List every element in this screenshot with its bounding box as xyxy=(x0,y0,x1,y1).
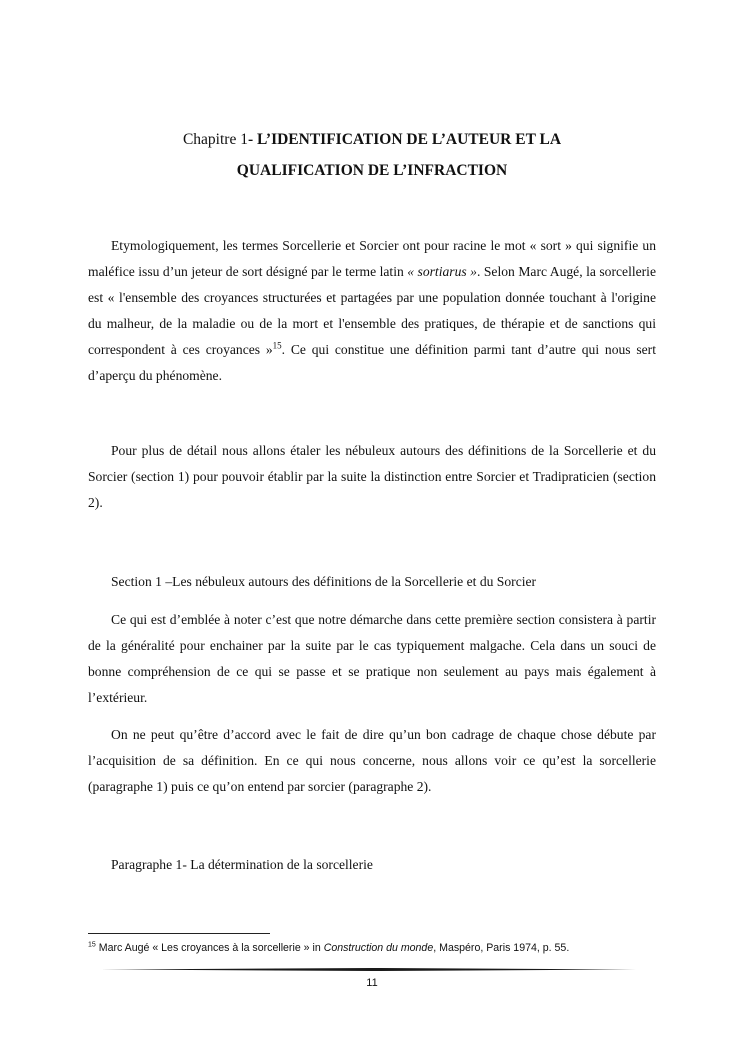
section-1-heading: Section 1 –Les nébuleux autours des définitions de la Sorcellerie et du Sorcier xyxy=(111,574,537,589)
footnote-book-title: Construction du monde xyxy=(323,942,434,954)
paragraph-1-heading: Paragraphe 1- La détermination de la sorcellerie xyxy=(111,857,373,872)
paragraph-definition: On ne peut qu’être d’accord avec le fait de dire qu’un bon cadrage de chaque chose débute par l’acquisition de sa définition. En ce qui nous concerne, nous allons voir ce qu’est la sorcellerie (paragraphe 1) puis ce qu’on entend par sorcier (paragraphe 2). xyxy=(88,727,656,794)
footnote xyxy=(88,940,688,956)
paragraph-etymology-text-3: . Ce qui constitue une définition parmi tant d’autre qui nous sert d’aperçu du phénomène. xyxy=(88,342,656,383)
footer-rule xyxy=(100,968,645,971)
paragraph-plan: Pour plus de détail nous allons étaler les nébuleux autours des définitions de la Sorcellerie et du Sorcier (section 1) pour pouvoir établir par la suite la distinction entre Sorcier et Tradipraticien (section 2). xyxy=(88,443,656,510)
paragraph-etymology-text-2: . Selon Marc Augé, la sorcellerie est « l'ensemble des croyances structurées et partagées par une population donnée touchant à l'origine du malheur, de la maladie ou de la mort et l'ensemble des pratiques, de thérapie et de sanctions qui correspondent à ces croyances » xyxy=(88,264,656,357)
footnote-separator xyxy=(88,933,270,934)
paragraph-etymology-text-1: Etymologiquement, les termes Sorcellerie et Sorcier ont pour racine le mot « sort » qui signifie un maléfice issu d’un jeteur de sort désigné par le terme latin xyxy=(88,238,656,279)
footnote-number: 15 xyxy=(88,941,96,949)
chapter-title xyxy=(88,124,656,186)
paragraph-etymology xyxy=(88,233,656,389)
footnote-reference[interactable]: 15 xyxy=(272,340,282,351)
chapter-prefix: Chapitre 1 xyxy=(182,131,248,148)
chapter-title-line-1 xyxy=(88,124,656,155)
chapter-title-text: - L’IDENTIFICATION DE L’AUTEUR ET LA xyxy=(247,131,562,148)
chapter-title-line-2: QUALIFICATION DE L’INFRACTION xyxy=(236,162,508,179)
page-number: 11 xyxy=(366,977,378,989)
latin-term: « sortiarus » xyxy=(407,264,477,279)
footnote-text-1: Marc Augé « Les croyances à la sorcellerie » in xyxy=(95,942,324,954)
paragraph-approach: Ce qui est d’emblée à noter c’est que notre démarche dans cette première section consistera à partir de la généralité pour enchainer par la suite par le cas typiquement malgache. Cela dans un souci de bonne compréhension de ce qui se passe et se pratique non seulement au pays mais également à l’extérieur. xyxy=(88,612,656,705)
footnote-text-2: , Maspéro, Paris 1974, p. 55. xyxy=(433,942,570,954)
